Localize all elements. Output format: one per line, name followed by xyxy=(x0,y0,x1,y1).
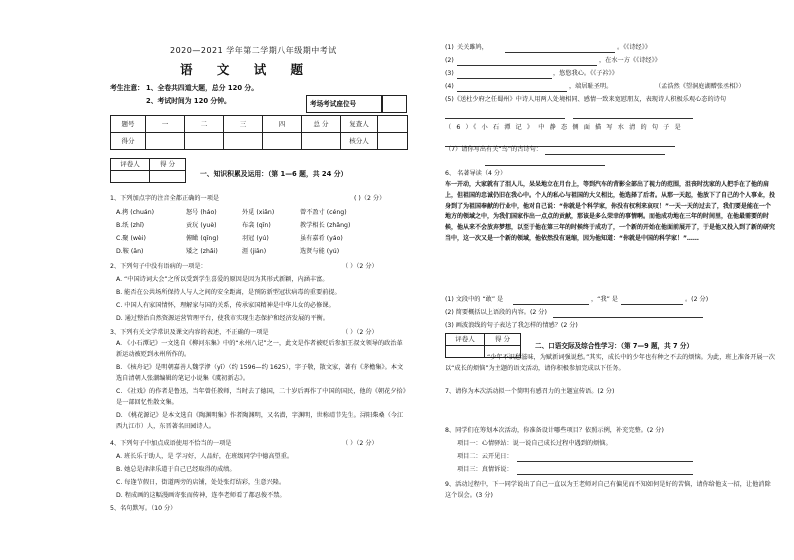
q8: 8、同学们在筹划本次活动，你准备设计哪些项目？依照示例，补充完整。(2 分) xyxy=(445,427,664,434)
q4-answer-paren[interactable]: （ ）（2 分） xyxy=(342,440,378,447)
q5-item-source: ，端居耻圣明。 xyxy=(569,83,613,90)
q5-item-num: (2) xyxy=(445,57,454,64)
score-input[interactable] xyxy=(224,133,263,150)
q3-option[interactable]: D. 《桃花源记》是本文选自《陶渊明集》作者陶渊明，又名潜，字渊明，世称靖节先生。浔阳柴桑（今江西九江市）人，东晋著名田园诗人。 xyxy=(116,412,404,431)
q5-item-text: 关关雎鸠， xyxy=(457,44,488,51)
q2-answer-paren[interactable]: （ ）（2 分） xyxy=(342,263,378,270)
grader-input[interactable] xyxy=(111,171,150,183)
q1-option: 涯 (jiān) xyxy=(242,248,267,255)
q1-option: 俯瞰 (qīng) xyxy=(186,235,219,242)
score-cell-blank[interactable] xyxy=(378,116,408,133)
q5-blank[interactable] xyxy=(505,52,615,53)
q6-title: 6、 名著导读（4 分） xyxy=(445,170,507,177)
score-cell: 题号 xyxy=(111,116,146,133)
q8-item: 项目二：云开见日： xyxy=(457,453,513,460)
q8-item: 项目三：真情诉说： xyxy=(457,466,513,473)
section1-title: 一、知识积累及运用：（第 1—6 题，共 24 分） xyxy=(200,170,348,178)
q8-blank[interactable] xyxy=(517,474,693,475)
q5-item-source: ，悠悠我心。《《子衿》》 xyxy=(553,70,618,77)
section2-title: 二、口语交际及综合性学习：（第 7—9 题，共 7 分） xyxy=(535,342,694,350)
score-input[interactable] xyxy=(146,133,185,150)
q2-option[interactable]: B. 能否在公共场所保持人与人之间的安全距离，是预防新型冠状病毒的重要前提。 xyxy=(116,289,341,296)
score-label: 得 分 xyxy=(485,334,521,346)
q3-option[interactable]: C. 《社戏》的作者是鲁迅，当年曾任教师，当时去了德国，二十岁后再作了中国的国民，他的《朝花夕拾》是一部回忆性散文集。 xyxy=(116,388,406,407)
score-cell: 二 xyxy=(185,116,224,133)
q4-option[interactable]: C. 每逢节假日，街道两旁的店铺，处处张灯结彩，生意兴隆。 xyxy=(116,479,286,486)
q4-stem: 4、下列句子中加点成语使用不恰当的一项是 xyxy=(110,440,232,447)
q1-option: 选贤与能 (yú) xyxy=(300,248,340,255)
q5-blank[interactable] xyxy=(545,154,665,155)
q1-option: 外觅 (xiǎn) xyxy=(242,209,275,216)
score-input[interactable] xyxy=(302,133,341,150)
q6-sub2: (2) 简要概括以上语段的内容。(2 分) xyxy=(445,309,547,316)
q5-blank[interactable] xyxy=(457,78,552,79)
score-cell: 复查人 xyxy=(341,116,378,133)
q3-option[interactable]: A. 《小石潭记》一文选自《柳河东集》中的“永州八记”之一，此文是作者被贬后参加王叔文领导的政治革新运动被贬到永州所作的。 xyxy=(116,340,403,359)
grader-label: 评卷人 xyxy=(111,159,150,171)
q4-option[interactable]: B. 她总是津津乐道于自己已经取得的成绩。 xyxy=(116,466,236,473)
q3-answer-paren[interactable]: （ ）（2 分） xyxy=(342,329,378,336)
q1-option: 布衾 (qīn) xyxy=(242,222,271,229)
q5-5: (5)《送杜少府之任蜀州》中诗人用两人处境相同、感情一致来宽慰朋友，表现诗人积极乐观心态的诗句 xyxy=(445,96,727,103)
q1-option: 矮之 (zhǎi) xyxy=(186,248,218,255)
q1-option: 曾不盈寸 (céng) xyxy=(300,209,347,216)
q5-item-num: (3) xyxy=(445,70,454,77)
q1-option: 贡玩 (yuè) xyxy=(186,222,217,229)
q1-option[interactable]: D.鞍 (ān) xyxy=(116,248,144,255)
q1-option: 虽有嘉肴 (yáo) xyxy=(300,235,343,242)
q5-item-source: 。《《诗经》》 xyxy=(617,44,652,51)
score-label: 得 分 xyxy=(150,159,186,171)
score-cell: 总 分 xyxy=(302,116,341,133)
q9: 9、活动过程中，下一同学说出了自己一直以为王老师对自己有偏见而不知如何是好的苦恼，请你给他支一招，让他消除这个误会。(3 分) xyxy=(445,481,771,500)
paper-title: 语 文 试 题 xyxy=(180,62,314,77)
score-cell: 一 xyxy=(146,116,185,133)
q3-option[interactable]: B. 《核舟记》是明朝嘉善人魏学洢（yī）（约 1596—约 1625），字子敬，散文家，著有《茅檐集》。本文选自清朝人张潮编辑的笔记小说集《虞初新志》。 xyxy=(116,364,404,383)
q5-6: （ 6 ）《 小 石 潭 记 》 中 静 态 侧 面 描 写 水 清 的 句 子 是 xyxy=(445,124,683,131)
q8-blank[interactable] xyxy=(517,461,693,462)
q6-sub1c: 。(2 分) xyxy=(685,296,709,303)
q1-option: 教学相长 (zhǎng) xyxy=(300,222,351,229)
q5-blank[interactable] xyxy=(457,91,567,92)
q6-passage: 车一开动，大家就有了泪人儿，呆呆地立在月台上，等到汽车的背影全部出了视力的范围，沮丧时沈家的人把手在了他的肩上，但祖国的忠诚仍旧在我心中。个人的私心与祖国的大义相比，他选择了后者。从那一天起，他放下了自己的个人事业，投身到了为祖国奉献的行业中，他对自己说：“你就是个科学家，你没有权利来哀叹！”一天一天的过去了，我们要是能在一个地方的领域之中，为我们国家作出一点点的贡献，那该是多么荣幸的事情啊。而他成功地在三年的时间里，在他最需要的时候，他从来不会放弃梦想，以至于他在第三年的时候终于成功了，一个新的开始在他面前展开了，于是他又投入到了新的研究当中，这一次又是一个新的领域，他依然没有退缩，因为他知道：“你就是中国的科学家！”…… xyxy=(445,181,775,242)
q7: 7、请你为本次活动拟一个简明有感召力的主题宣传语。(2 分) xyxy=(445,388,615,395)
note-label: 考生注意： xyxy=(110,84,144,92)
q3-stem: 3、下列有关文学常识及课文内容的表述，不正确的一项是 xyxy=(110,329,269,336)
score-input[interactable] xyxy=(263,133,302,150)
q5-item-source: （孟浩然《望洞庭湖赠张丞相》） xyxy=(655,83,745,90)
q5-item-source: ，在水一方《《诗经》》 xyxy=(599,57,661,64)
grader-label: 评卷人 xyxy=(446,334,485,346)
score-cell: 得分 xyxy=(111,133,146,150)
q5-item-num: (1) xyxy=(445,44,454,51)
seat-number-field[interactable] xyxy=(381,95,407,113)
q6-blank[interactable] xyxy=(553,317,703,318)
q6-blank[interactable] xyxy=(621,304,683,305)
score-input[interactable] xyxy=(185,133,224,150)
q6-sub1b: ，“我” 是 xyxy=(591,296,618,303)
q5-blank[interactable] xyxy=(457,65,597,66)
score-input[interactable] xyxy=(150,171,186,183)
q1-option[interactable]: B.纸 (zhǐ) xyxy=(116,222,145,229)
q4-option[interactable]: A. 班长乐于助人，是 学习好，人品好，在班级同学中德高望重。 xyxy=(116,453,294,460)
q5-blank[interactable] xyxy=(485,165,605,166)
q1-option[interactable]: A.拷 (chuán) xyxy=(116,209,155,216)
q6-sub3: (3) 画波浪线的句子表达了我怎样的情感？(2 分) xyxy=(445,322,578,329)
score-cell: 四 xyxy=(263,116,302,133)
q5-blank[interactable] xyxy=(573,118,693,119)
q1-option: 羽冠 (yú) xyxy=(242,235,269,242)
score-cell: 三 xyxy=(224,116,263,133)
q1-option[interactable]: C.聚 (wèi) xyxy=(116,235,146,242)
exam-title: 2020—2021 学年第二学期八年级期中考试 xyxy=(170,46,337,55)
score-table xyxy=(110,115,408,150)
q6-blank[interactable] xyxy=(513,304,589,305)
q2-option[interactable]: A. “中国诗词大会”之所以受到学生喜爱的原因是因为其形式新颖，内涵丰富。 xyxy=(116,276,329,283)
q5-item-num: (4) xyxy=(445,83,454,90)
score-table-row xyxy=(111,133,408,150)
grader-box xyxy=(110,158,186,183)
q1-option: 怒号 (háo) xyxy=(186,209,217,216)
q5-blank[interactable] xyxy=(445,118,565,119)
q5-stem: 5、名句默写。（10 分） xyxy=(110,505,177,512)
q2-option[interactable]: D. 通过整治自然资源运营管理平台，使我市实现生态保护和经济发展的平衡。 xyxy=(116,315,329,322)
score-table-row xyxy=(111,116,408,133)
q2-option[interactable]: C. 中国人有家国情怀，理解家与国的关系，传承家国精神是中华儿女的必修课。 xyxy=(116,302,335,309)
seat-label-box xyxy=(306,95,383,113)
q1-answer-paren[interactable]: ( )（2 分） xyxy=(354,195,386,202)
q2-stem: 2、下列句子中没有语病的一项是： xyxy=(110,263,207,270)
score-input[interactable] xyxy=(378,133,408,150)
q6-sub1: (1) 文段中的 “敢” 是 xyxy=(445,296,504,303)
q4-option[interactable]: D. 程成画的这幅漫画寄张而传神，连李老师看了都忍俊不禁。 xyxy=(116,492,286,499)
note-2: 2、考试时间为 120 分钟。 xyxy=(146,97,231,105)
note-1: 1、全卷共四道大题，总分 120 分。 xyxy=(146,84,259,92)
q8-item: 项目一：心情驿站：说一说自己成长过程中遇到的烦恼。 xyxy=(457,440,612,447)
q5-7: （7）请你写出有关“鸟”的古诗句： xyxy=(445,146,542,153)
score-cell: 核分人 xyxy=(341,133,378,150)
section2-intro: “少年不识愁滋味，为赋新词强说愁。”其实，成长中的少年也有种之不去的烦恼。为此，班上准备开展一次以“成长的烦恼”为主题的语文活动，请你积极参加完成以下任务。 xyxy=(445,354,775,373)
q1-stem: 1、下列加点字的注音全都正确的一项是 xyxy=(110,195,220,202)
seat-label: 考场考试座位号 xyxy=(310,100,357,108)
